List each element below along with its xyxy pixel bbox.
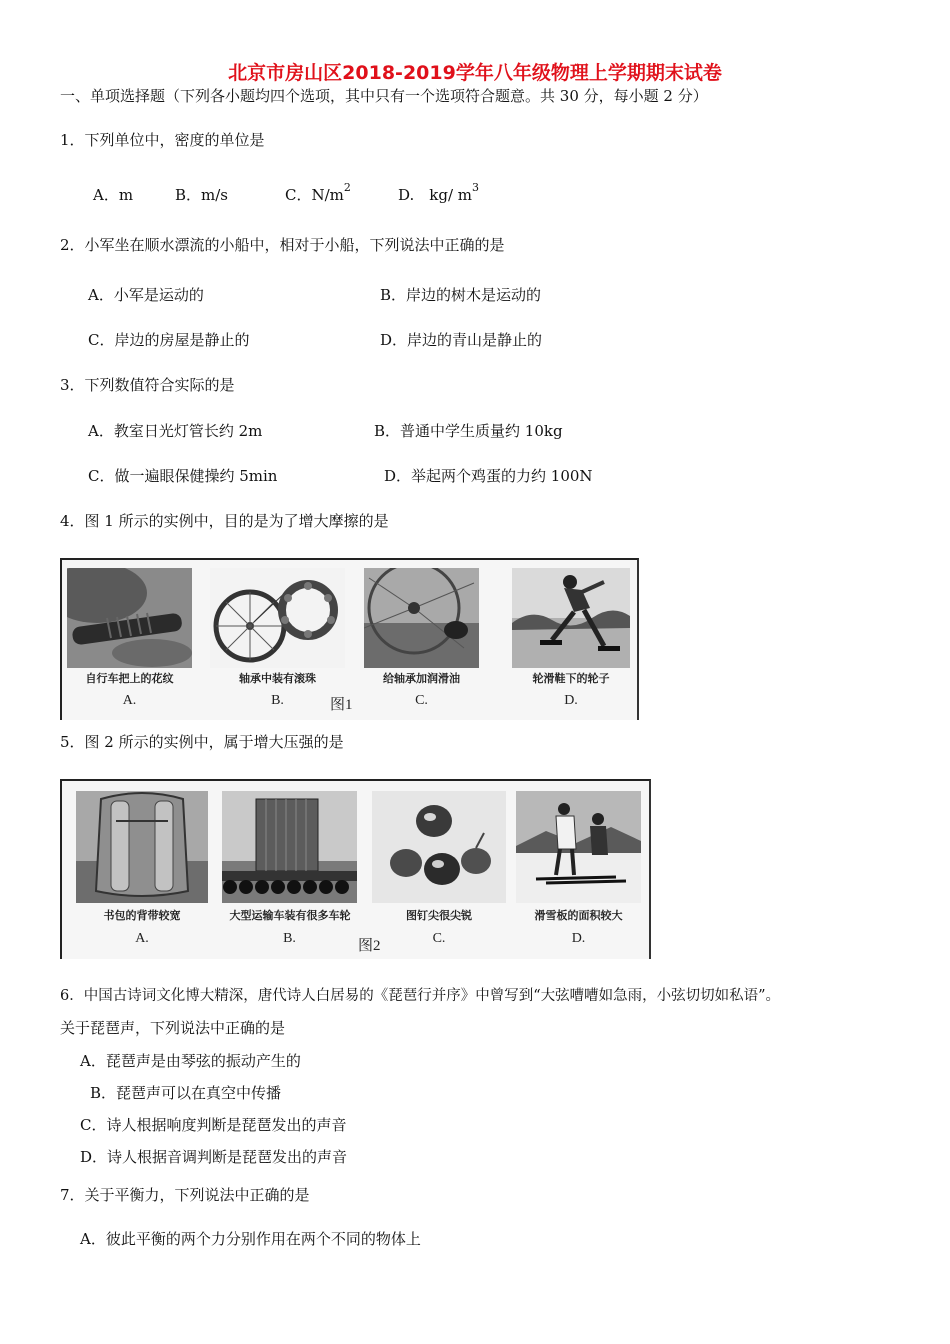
figure-2-letter-c: C. xyxy=(432,931,446,946)
question-3-stem: 3．下列数值符合实际的是 xyxy=(60,376,235,394)
question-3-option-a: A．教室日光灯管长约 2m xyxy=(88,422,263,440)
question-6-option-d: D．诗人根据音调判断是琵琶发出的声音 xyxy=(80,1148,348,1166)
figure-2-photo-a xyxy=(76,791,208,903)
question-5-stem: 5．图 2 所示的实例中，属于增大压强的是 xyxy=(60,733,344,751)
figure-2-photo-b xyxy=(222,791,357,903)
figure-2-letter-a: A. xyxy=(135,931,149,946)
question-2-stem: 2．小军坐在顺水漂流的小船中，相对于小船，下列说法中正确的是 xyxy=(60,236,505,254)
figure-2-label: 图2 xyxy=(358,938,381,954)
question-1-option-a: A．m xyxy=(93,186,134,204)
figure-1-label: 图1 xyxy=(330,697,353,713)
question-2-option-b: B．岸边的树木是运动的 xyxy=(380,286,542,304)
question-3-option-c: C．做一遍眼保健操约 5min xyxy=(88,467,278,485)
figure-1-caption-a: 自行车把上的花纹 xyxy=(85,672,174,685)
figure-2-caption-a: 书包的背带较宽 xyxy=(103,909,181,922)
figure-2-caption-b: 大型运输车装有很多车轮 xyxy=(229,909,351,922)
figure-1-letter-d: D. xyxy=(564,693,578,708)
question-6-option-b: B．琵琶声可以在真空中传播 xyxy=(90,1084,282,1102)
question-6-option-c: C．诗人根据响度判断是琵琶发出的声音 xyxy=(80,1116,347,1134)
figure-2-caption-d: 滑雪板的面积较大 xyxy=(534,909,623,922)
figure-2-letter-d: D. xyxy=(571,931,586,946)
question-1-option-d: D. kg/ $m^3$ xyxy=(398,181,479,204)
figure-1-photo-b xyxy=(210,568,345,668)
question-3-option-d: D．举起两个鸡蛋的力约 100N xyxy=(384,467,593,485)
question-1-option-b: B．m/s xyxy=(175,186,228,204)
question-7-option-a: A．彼此平衡的两个力分别作用在两个不同的物体上 xyxy=(80,1230,421,1248)
page-title: 北京市房山区2018-2019学年八年级物理上学期期末试卷 xyxy=(228,62,722,84)
question-4-stem: 4．图 1 所示的实例中，目的是为了增大摩擦的是 xyxy=(60,512,389,530)
figure-2 xyxy=(60,779,651,959)
question-6-option-a: A．琵琶声是由琴弦的振动产生的 xyxy=(80,1052,301,1070)
question-7-stem: 7．关于平衡力，下列说法中正确的是 xyxy=(60,1186,310,1204)
figure-2-caption-c: 图钉尖很尖锐 xyxy=(406,909,472,922)
figure-1-caption-d: 轮滑鞋下的轮子 xyxy=(532,672,610,685)
figure-1-photo-d xyxy=(512,568,630,668)
question-6-stem-line-1: 6．中国古诗词文化博大精深，唐代诗人白居易的《琵琶行并序》中曾写到“大弦嘈嘈如急雨，小弦切切如私语”。 xyxy=(60,988,781,1004)
exponent: 2 xyxy=(343,181,351,194)
section-heading: 一、单项选择题（下列各小题均四个选项，其中只有一个选项符合题意。共 30 分，每小题 2 分） xyxy=(60,87,708,105)
question-2-option-c: C．岸边的房屋是静止的 xyxy=(88,331,250,349)
figure-1-caption-c: 给轴承加润滑油 xyxy=(383,672,460,685)
figure-1-caption-b: 轴承中装有滚珠 xyxy=(239,672,316,685)
exponent: 3 xyxy=(472,181,479,194)
question-2-option-a: A．小军是运动的 xyxy=(88,286,204,304)
figure-1-photo-a xyxy=(67,568,192,668)
figure-2-photo-d xyxy=(516,791,641,903)
question-1-stem: 1．下列单位中，密度的单位是 xyxy=(60,131,265,149)
question-6-stem-line-2: 关于琵琶声，下列说法中正确的是 xyxy=(60,1019,286,1037)
figure-2-photo-c xyxy=(372,791,506,903)
figure-1-letter-c: C. xyxy=(415,693,428,708)
question-3-option-b: B．普通中学生质量约 10kg xyxy=(374,422,563,440)
figure-1-letter-b: B. xyxy=(271,693,284,708)
figure-1-letter-a: A. xyxy=(122,693,137,708)
question-2-option-d: D．岸边的青山是静止的 xyxy=(380,331,543,349)
question-1-option-c: C．$N/m^2$ xyxy=(285,181,351,204)
figure-1-photo-c xyxy=(364,568,479,668)
figure-1 xyxy=(60,558,639,720)
figure-2-letter-b: B. xyxy=(283,931,296,946)
